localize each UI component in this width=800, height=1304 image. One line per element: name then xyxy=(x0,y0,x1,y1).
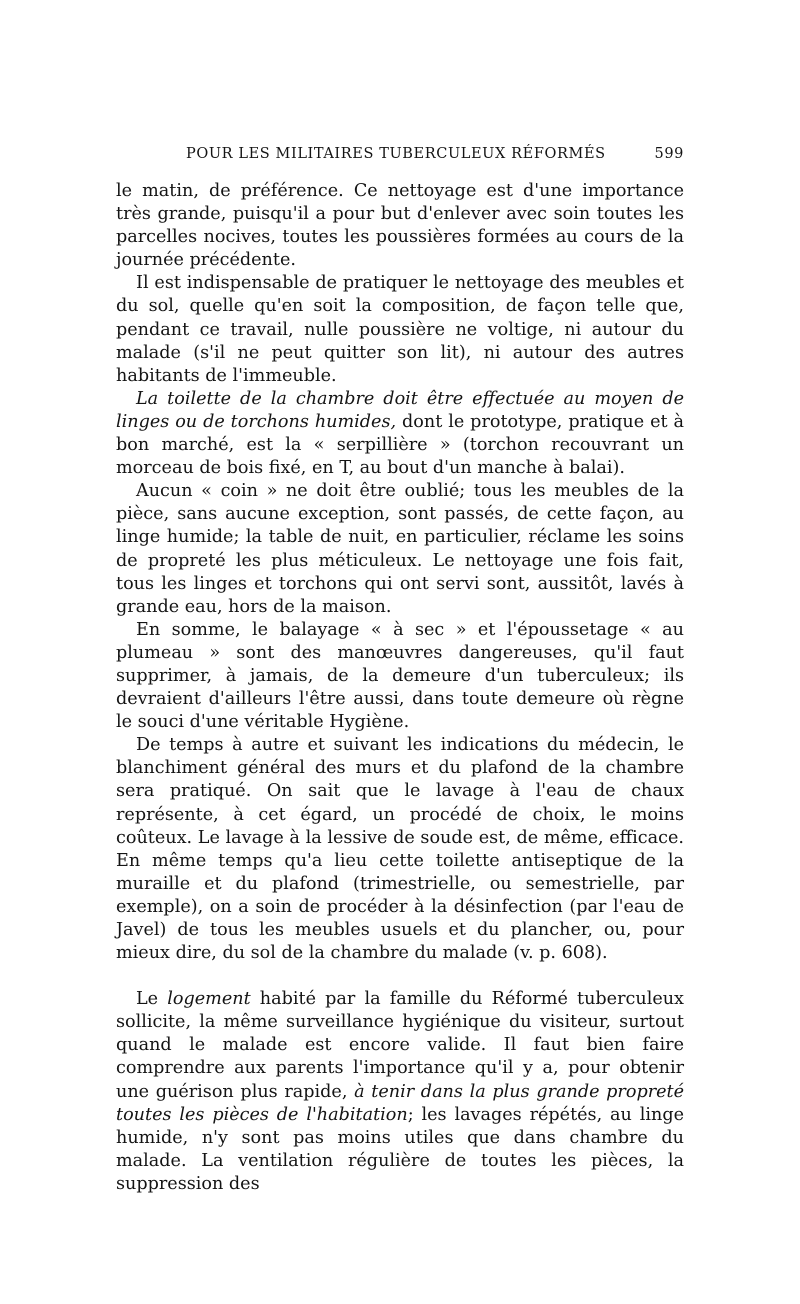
text-span: le matin, de préférence. Ce nettoyage est d'une importance très grande, puisqu'il a pour but d'enlever avec soin toutes les parcelles nocives, toutes les poussières formées au cours de la journée précédente. xyxy=(116,181,684,271)
paragraph-furniture-cleaning xyxy=(116,272,684,387)
text-span: De temps à autre et suivant les indications du médecin, le blanchiment général des murs et du plafond de la chambre sera pratiqué. On sait que le lavage à l'eau de chaux représente, à cet égard, un procédé de choix, le moins coûteux. Le lavage à la lessive de soude est, de même, efficace. En même temps qu'a lieu cette toilette antiseptique de la muraille et du plafond (trimestrielle, ou semestrielle, par exemple), on a soin de procéder à la désinfection (par l'eau de Javel) de tous les meubles usuels et du plancher, ou, pour mieux dire, du sol de la chambre du malade (v. p. 608). xyxy=(116,735,684,964)
paragraph-housing xyxy=(116,988,684,1196)
body-text xyxy=(116,180,684,1196)
paragraph-sweeping xyxy=(116,619,684,734)
italic-span: logement xyxy=(167,989,251,1010)
text-span: dont le prototype, pratique et à bon marché, est la « serpillière » (torchon recouvrant un morceau de bois fixé, en T, au bout d'un manche à balai). xyxy=(116,411,685,479)
text-span: ; les lavages répétés, au linge humide, n'y sont pas moins utiles que dans chambre du malade. La ventilation régulière de toutes les pièces, la suppression des xyxy=(116,1104,684,1194)
paragraph-whitewashing xyxy=(116,734,684,965)
text-span: habité par la famille du Réformé tuberculeux sollicite, la même surveillance hygiénique du visiteur, surtout quand le malade est encore valide. Il faut bien faire comprendre aux parents l'importance qu'il y a, pour obtenir une guérison plus rapide, xyxy=(116,989,684,1102)
running-header xyxy=(116,146,684,168)
paragraph-corners xyxy=(116,480,684,619)
paragraph-room-cleaning xyxy=(116,388,684,480)
text-span: Aucun « coin » ne doit être oublié; tous les meubles de la pièce, sans aucune exception, sont passés, de cette façon, au linge humide; la table de nuit, en particulier, réclame les soins de propreté les plus méticuleux. Le nettoyage une fois fait, tous les linges et torchons qui ont servi sont, aussitôt, lavés à grande eau, hors de la maison. xyxy=(116,481,684,617)
running-title: POUR LES MILITAIRES TUBERCULEUX RÉFORMÉS xyxy=(186,146,606,162)
italic-span: à tenir dans la plus grande propreté toutes les pièces de l'habitation xyxy=(116,1081,685,1125)
page-number: 599 xyxy=(654,146,684,162)
text-span: Le xyxy=(136,989,168,1010)
text-span: En somme, le balayage « à sec » et l'époussetage « au plumeau » sont des manœuvres dangereuses, qu'il faut supprimer, à jamais, de la demeure d'un tuberculeux; ils devraient d'ailleurs l'être aussi, dans toute demeure où règne le souci d'une véritable Hygiène. xyxy=(116,619,684,733)
italic-span: La toilette de la chambre doit être effectuée au moyen de linges ou de torchons humides, xyxy=(116,388,684,432)
text-span: Il est indispensable de pratiquer le nettoyage des meubles et du sol, quelle qu'en soit la composition, de façon telle que, pendant ce travail, nulle poussière ne voltige, ni autour du malade (s'il ne peut quitter son lit), ni autour des autres habitants de l'immeuble. xyxy=(116,273,684,386)
paragraph-continuation xyxy=(116,180,684,272)
